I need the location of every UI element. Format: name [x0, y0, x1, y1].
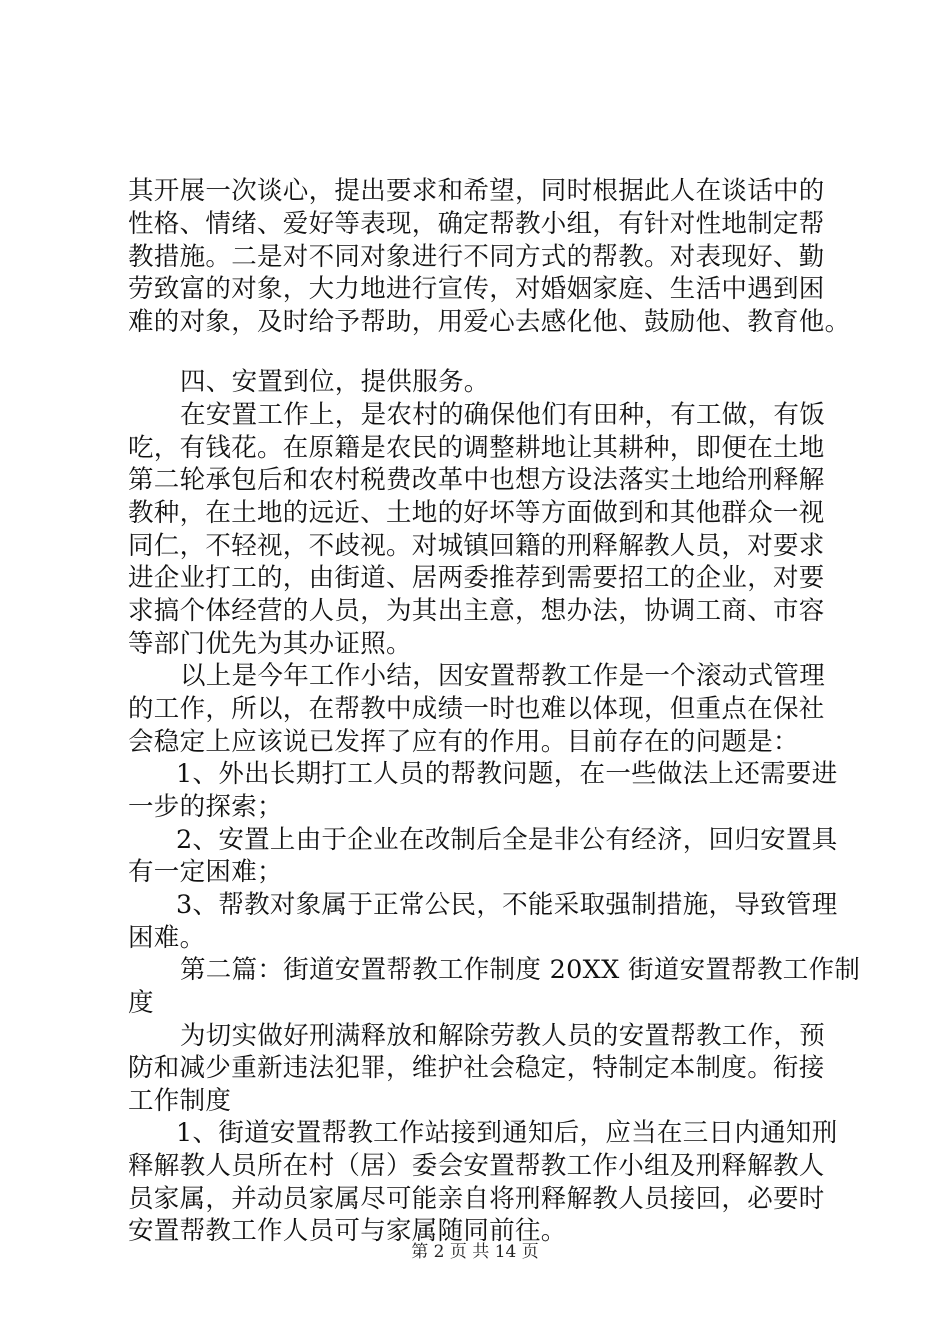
- text-line: 以上是今年工作小结，因安置帮教工作是一个滚动式管理: [180, 661, 826, 691]
- text-line: 的工作，所以，在帮教中成绩一时也难以体现，但重点在保社: [128, 694, 825, 724]
- text-line: 在安置工作上，是农村的确保他们有田种，有工做，有饭: [180, 400, 826, 430]
- list-item: 1、外出长期打工人员的帮教问题，在一些做法上还需要进: [176, 759, 838, 789]
- text-line: 劳致富的对象，大力地进行宣传，对婚姻家庭、生活中遇到困: [128, 274, 825, 304]
- text-line: 度: [128, 988, 154, 1018]
- text-line: 性格、情绪、爱好等表现，确定帮教小组，有针对性地制定帮: [128, 209, 825, 239]
- page-number-footer: 第 2 页 共 14 页: [411, 1242, 539, 1262]
- text-line: 难的对象，及时给予帮助，用爱心去感化他、鼓励他、教育他。: [128, 307, 851, 337]
- chapter-heading: 第二篇：街道安置帮教工作制度 20XX 街道安置帮教工作制: [180, 955, 861, 985]
- text-line: 教措施。二是对不同对象进行不同方式的帮教。对表现好、勤: [128, 242, 825, 272]
- text-line: 安置帮教工作人员可与家属随同前往。: [128, 1216, 567, 1246]
- section-heading: 四、安置到位，提供服务。: [180, 367, 490, 397]
- text-line: 其开展一次谈心，提出要求和希望，同时根据此人在谈话中的: [128, 176, 825, 206]
- text-line: 防和减少重新违法犯罪，维护社会稳定，特制定本制度。衔接: [128, 1053, 825, 1083]
- text-line: 同仁，不轻视，不歧视。对城镇回籍的刑释解教人员，对要求: [128, 531, 825, 561]
- text-line: 为切实做好刑满释放和解除劳教人员的安置帮教工作，预: [180, 1021, 826, 1051]
- text-line: 困难。: [128, 923, 206, 953]
- text-line: 教种，在土地的远近、土地的好坏等方面做到和其他群众一视: [128, 498, 825, 528]
- text-line: 吃，有钱花。在原籍是农民的调整耕地让其耕种，即便在土地: [128, 433, 825, 463]
- text-line: 员家属，并动员家属尽可能亲自将刑释解教人员接回，必要时: [128, 1184, 825, 1214]
- text-line: 第二轮承包后和农村税费改革中也想方设法落实土地给刑释解: [128, 465, 825, 495]
- text-line: 进企业打工的，由街道、居两委推荐到需要招工的企业，对要: [128, 563, 825, 593]
- text-line: 求搞个体经营的人员，为其出主意，想办法，协调工商、市容: [128, 596, 825, 626]
- text-line: 会稳定上应该说已发挥了应有的作用。目前存在的问题是：: [128, 727, 799, 757]
- text-line: 工作制度: [128, 1086, 232, 1116]
- list-item: 1、街道安置帮教工作站接到通知后，应当在三日内通知刑: [176, 1118, 838, 1148]
- list-item: 2、安置上由于企业在改制后全是非公有经济，回归安置具: [176, 825, 838, 855]
- text-line: 一步的探索；: [128, 792, 283, 822]
- text-line: 有一定困难；: [128, 857, 283, 887]
- text-line: 等部门优先为其办证照。: [128, 629, 412, 659]
- list-item: 3、帮教对象属于正常公民，不能采取强制措施，导致管理: [176, 890, 838, 920]
- text-line: 释解教人员所在村（居）委会安置帮教工作小组及刑释解教人: [128, 1151, 825, 1181]
